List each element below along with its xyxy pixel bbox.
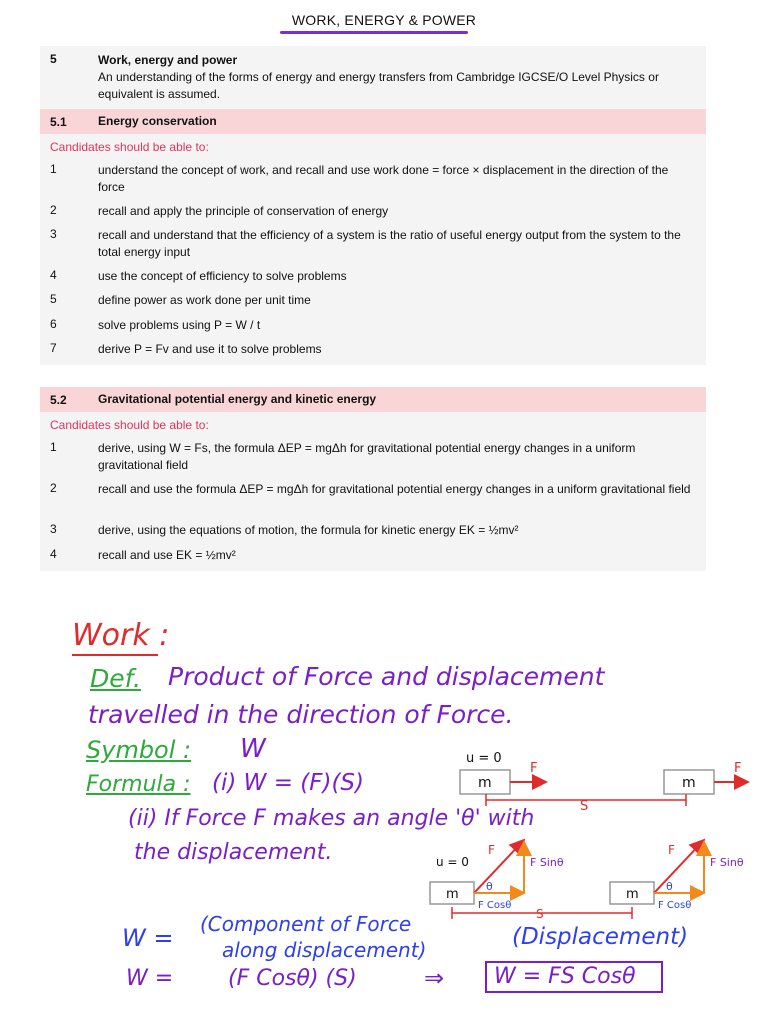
section-number: 5.1 (50, 114, 67, 129)
item-number: 5 (50, 292, 57, 306)
s-label: S (536, 907, 544, 921)
candidates-label: Candidates should be able to: (50, 140, 209, 154)
force-label: F (530, 761, 538, 776)
list-item (40, 162, 706, 203)
force-angle-arrow (474, 840, 524, 893)
section-number: 5.2 (50, 392, 67, 407)
item-number: 2 (50, 203, 57, 217)
item-number: 6 (50, 317, 57, 331)
mass-label: m (446, 887, 459, 902)
fcos-label: F Cosθ (658, 900, 692, 911)
w-equals: W = (122, 924, 174, 952)
topic-number: 5 (50, 52, 57, 66)
handwritten-notes (0, 610, 768, 1024)
formula-label: Formula : (86, 772, 191, 797)
fsin-label: F Sinθ (710, 856, 744, 869)
syllabus-table (40, 46, 706, 571)
symbol-label: Symbol : (86, 736, 192, 764)
section-title: Gravitational potential energy and kinetic energy (98, 392, 377, 406)
section-title: Energy conservation (98, 114, 217, 128)
def-line2: travelled in the direction of Force. (88, 700, 514, 729)
fsin-label: F Sinθ (530, 856, 564, 869)
list-item (40, 203, 706, 227)
item-number: 3 (50, 227, 57, 241)
formula-i: (i) W = (F)(S) (212, 770, 365, 796)
item-number: 3 (50, 522, 57, 536)
list-item (40, 268, 706, 292)
u-zero-label: u = 0 (436, 855, 469, 869)
item-number: 1 (50, 162, 57, 176)
fcos-label: F Cosθ (478, 900, 512, 911)
component-line2: along displacement) (222, 938, 427, 962)
list-item (40, 522, 706, 547)
item-text: define power as work done per unit time (98, 293, 311, 307)
item-text: use the concept of efficiency to solve problems (98, 269, 347, 283)
displacement-factor: (Displacement) (512, 924, 689, 950)
list-item (40, 547, 706, 571)
u-zero-label: u = 0 (466, 751, 502, 766)
formula-ii-line1: (ii) If Force F makes an angle 'θ' with (128, 806, 535, 831)
mass-label: m (626, 887, 639, 902)
list-item (40, 341, 706, 365)
w-equals-2: W = (126, 966, 174, 991)
item-number: 2 (50, 481, 57, 495)
list-item (40, 292, 706, 317)
def-line1: Product of Force and displacement (168, 662, 605, 691)
s-label: S (580, 799, 589, 814)
force-label: F (734, 761, 742, 776)
component-line1: (Component of Force (200, 912, 412, 936)
item-text: recall and use the formula ΔEP = mgΔh for gravitational potential energy changes in a uniform gravitational field (98, 482, 691, 496)
item-text: recall and understand that the efficiency of a system is the ratio of useful energy output from the system to the total energy input (98, 228, 681, 259)
item-text: derive, using the equations of motion, the formula for kinetic energy EK = ½mv² (98, 523, 519, 537)
force-label: F (488, 843, 495, 857)
formula-ii-line2: the displacement. (134, 840, 333, 865)
section-gap (40, 365, 706, 387)
item-text: derive P = Fv and use it to solve problems (98, 342, 322, 356)
implies-arrow: ⇒ (424, 964, 445, 992)
item-number: 4 (50, 268, 57, 282)
topic-intro: An understanding of the forms of energy and energy transfers from Cambridge IGCSE/O Level Physics or equivalent is assumed. (98, 70, 659, 101)
item-text: recall and apply the principle of conservation of energy (98, 204, 389, 218)
force-angle-arrow (654, 840, 704, 893)
def-label: Def. (90, 664, 141, 693)
item-number: 1 (50, 440, 57, 454)
topic-intro-row (40, 69, 706, 109)
title-underline (280, 31, 468, 34)
list-item (40, 481, 706, 522)
page-title: WORK, ENERGY & POWER (291, 12, 477, 28)
section-bar-5-2 (40, 387, 706, 412)
item-text: solve problems using P = W / t (98, 318, 261, 332)
theta-label: θ (666, 880, 673, 893)
force-label: F (668, 843, 675, 857)
topic-header-row (40, 46, 706, 69)
item-number: 7 (50, 341, 57, 355)
notes-heading: Work : (72, 618, 170, 653)
theta-label: θ (486, 880, 493, 893)
list-item (40, 227, 706, 268)
item-text: understand the concept of work, and recall and use work done = force × displacement in the direction of the force (98, 163, 669, 194)
list-item (40, 440, 706, 481)
candidates-row (40, 134, 706, 162)
symbol-value: W (240, 734, 266, 764)
candidates-label: Candidates should be able to: (50, 418, 209, 432)
mass-label: m (682, 775, 696, 791)
candidates-row (40, 412, 706, 440)
topic-title: Work, energy and power (98, 53, 238, 67)
item-text: recall and use EK = ½mv² (98, 548, 236, 562)
item-number: 4 (50, 547, 57, 561)
section-bar-5-1 (40, 109, 706, 134)
list-item (40, 317, 706, 341)
fcos-s: (F Cosθ) (S) (228, 966, 357, 991)
mass-label: m (478, 775, 492, 791)
result-formula: W = FS Cosθ (494, 964, 636, 989)
item-text: derive, using W = Fs, the formula ΔEP = mgΔh for gravitational potential energy changes in a uniform gravitational field (98, 441, 636, 472)
